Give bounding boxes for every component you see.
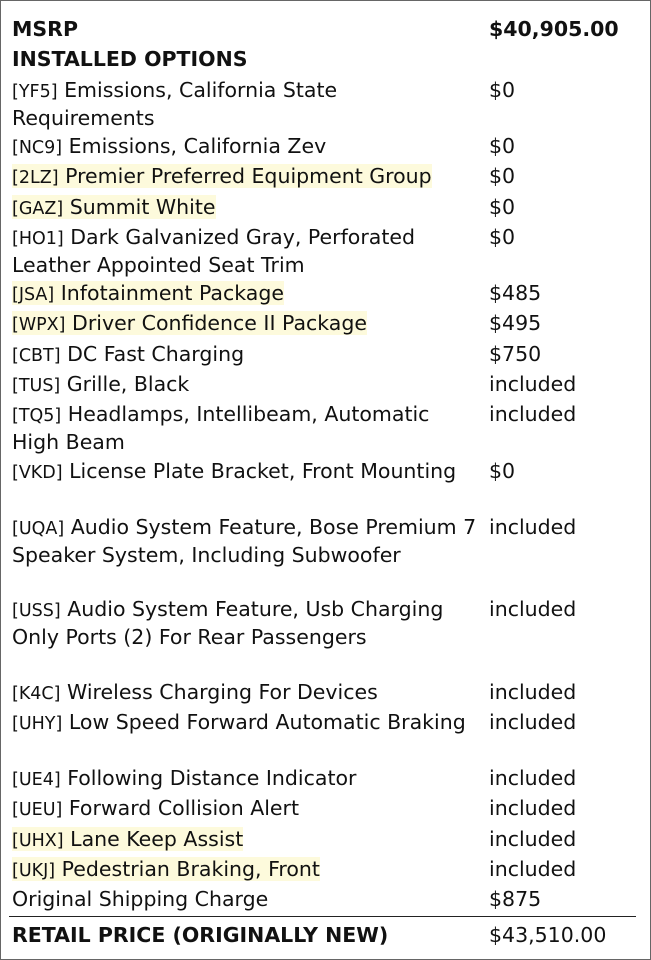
option-label: Audio System Feature, Bose Premium 7 Speaker System, Including Subwoofer <box>12 515 477 567</box>
option-code: [TQ5] <box>12 406 62 426</box>
option-code: [CBT] <box>12 346 61 366</box>
option-highlight <box>12 857 320 881</box>
option-price: $750 <box>489 342 542 366</box>
option-price: included <box>489 827 577 851</box>
option-label: Infotainment Package <box>60 281 284 305</box>
option-name <box>12 163 482 191</box>
option-name <box>12 224 482 278</box>
option-code: [VKD] <box>12 463 63 483</box>
option-highlight <box>12 281 284 305</box>
option-price: $495 <box>489 311 542 335</box>
retail-price-label: RETAIL PRICE (ORIGINALLY NEW) <box>12 923 389 947</box>
option-price: included <box>489 597 577 621</box>
option-price: $0 <box>489 78 516 102</box>
option-name <box>12 194 482 222</box>
option-label: Grille, Black <box>66 372 190 396</box>
option-label: License Plate Bracket, Front Mounting <box>69 459 457 483</box>
option-highlight <box>12 164 432 188</box>
option-label: Wireless Charging For Devices <box>67 680 378 704</box>
option-label: Dark Galvanized Gray, Perforated Leather Appointed Seat Trim <box>12 225 415 277</box>
option-name <box>12 341 482 369</box>
option-code: [HO1] <box>12 229 64 249</box>
option-code: [UQA] <box>12 519 65 539</box>
option-price: included <box>489 710 577 734</box>
option-price: $0 <box>489 164 516 188</box>
option-price: $0 <box>489 225 516 249</box>
option-name <box>12 856 482 884</box>
option-highlight <box>12 827 243 851</box>
option-code: [UE4] <box>12 770 61 790</box>
option-code: [GAZ] <box>12 199 64 219</box>
option-code: [UHX] <box>12 831 64 851</box>
option-highlight <box>12 311 367 335</box>
option-price: $0 <box>489 134 516 158</box>
option-code: [2LZ] <box>12 168 59 188</box>
option-code: [UEU] <box>12 800 63 820</box>
option-name <box>12 765 482 793</box>
option-price: included <box>489 766 577 790</box>
option-name <box>12 133 482 161</box>
option-code: [K4C] <box>12 684 61 704</box>
option-label: Lane Keep Assist <box>70 827 244 851</box>
option-price: included <box>489 372 577 396</box>
option-price: included <box>489 402 577 426</box>
msrp-label: MSRP <box>12 17 78 41</box>
option-name <box>12 709 482 737</box>
option-name <box>12 826 482 854</box>
option-price: $0 <box>489 459 516 483</box>
option-label: Pedestrian Braking, Front <box>61 857 320 881</box>
option-label: Low Speed Forward Automatic Braking <box>68 710 466 734</box>
option-label: Headlamps, Intellibeam, Automatic High Beam <box>12 402 430 454</box>
option-label: Audio System Feature, Usb Charging Only Ports (2) For Rear Passengers <box>12 597 444 649</box>
option-price: included <box>489 680 577 704</box>
option-label: Forward Collision Alert <box>68 796 299 820</box>
option-name <box>12 401 482 455</box>
option-name <box>12 679 482 707</box>
option-name <box>12 514 482 568</box>
total-divider <box>9 916 636 917</box>
option-price: $485 <box>489 281 542 305</box>
option-label: Summit White <box>69 195 216 219</box>
shipping-label: Original Shipping Charge <box>12 887 269 911</box>
option-name <box>12 77 482 131</box>
option-name <box>12 596 482 650</box>
option-label: Driver Confidence II Package <box>72 311 367 335</box>
option-code: [TUS] <box>12 376 61 396</box>
option-price: included <box>489 857 577 881</box>
option-highlight <box>12 195 216 219</box>
option-code: [USS] <box>12 601 61 621</box>
option-code: [UHY] <box>12 714 63 734</box>
shipping-value: $875 <box>489 887 542 911</box>
option-code: [WPX] <box>12 315 66 335</box>
option-price: $0 <box>489 195 516 219</box>
option-name <box>12 458 482 486</box>
option-name <box>12 795 482 823</box>
option-label: DC Fast Charging <box>67 342 245 366</box>
option-code: [JSA] <box>12 285 55 305</box>
option-price: included <box>489 515 577 539</box>
option-name <box>12 371 482 399</box>
retail-price-value: $43,510.00 <box>489 923 607 947</box>
option-name <box>12 280 482 308</box>
option-code: [YF5] <box>12 82 58 102</box>
option-label: Emissions, California State Requirements <box>12 78 338 130</box>
option-label: Following Distance Indicator <box>67 766 357 790</box>
msrp-value: $40,905.00 <box>489 17 619 41</box>
installed-options-heading: INSTALLED OPTIONS <box>12 47 248 71</box>
option-label: Emissions, California Zev <box>68 134 327 158</box>
option-code: [NC9] <box>12 138 63 158</box>
option-name <box>12 310 482 338</box>
option-price: included <box>489 796 577 820</box>
option-code: [UKJ] <box>12 861 56 881</box>
option-label: Premier Preferred Equipment Group <box>65 164 432 188</box>
